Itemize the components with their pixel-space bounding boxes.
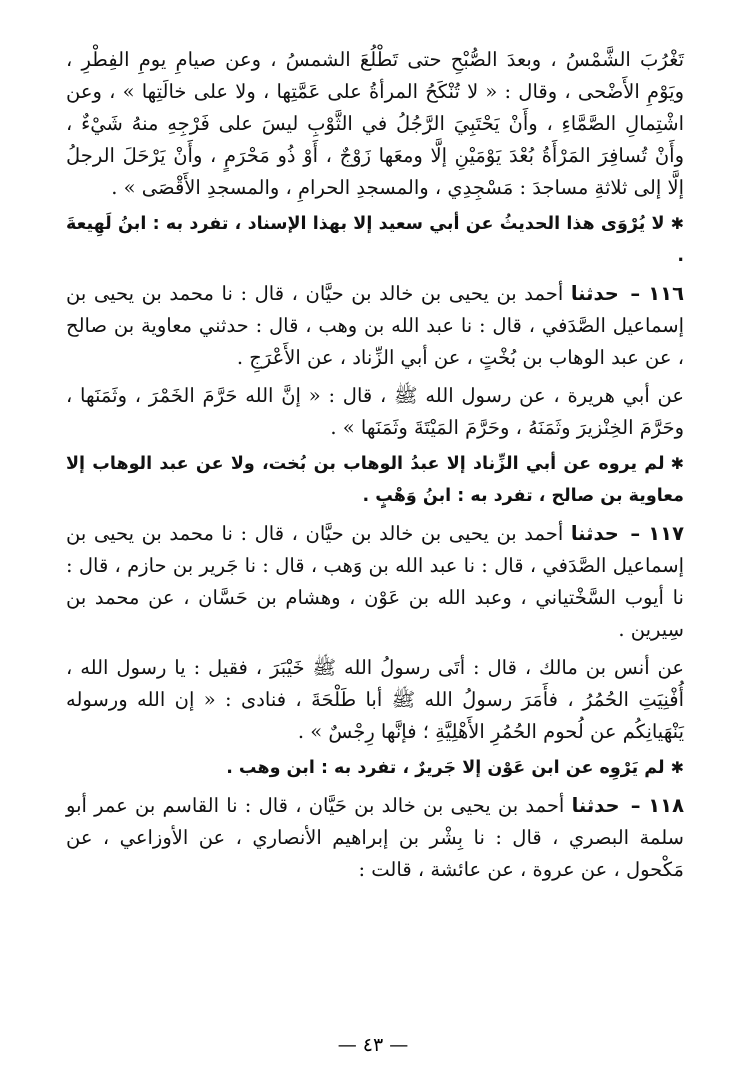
hadith-number: ١١٦ – (630, 282, 684, 305)
hadith-117-isnad (66, 518, 684, 646)
note-text: لم يروه عن أبي الزِّناد إلا عبدُ الوهاب بن بُخت، ولا عن عبد الوهاب إلا معاوية بن صالح ، تفرد به : ابنُ وَهْبٍ . (66, 454, 684, 506)
editor-note (66, 752, 684, 784)
isnad-text: أحمد بن يحيى بن خالد بن حَيَّان ، قال : نا القاسم بن عمر أبو سلمة البصري ، قال : نا بِشْر بن إبراهيم الأنصاري ، عن الأوزاعي ، عن مَكْحول ، عن عروة ، عن عائشة ، قالت : (66, 794, 684, 881)
star-marker-icon: ✱ (670, 214, 684, 233)
star-marker-icon: ✱ (670, 454, 684, 473)
hadith-116-isnad (66, 278, 684, 374)
note-text: لا يُرْوَى هذا الحديثُ عن أبي سعيد إلا بهذا الإسناد ، تفرد به : ابنُ لَهِيعةَ . (66, 214, 684, 266)
editor-note (66, 208, 684, 272)
isnad-text: أحمد بن يحيى بن خالد بن حيَّان ، قال : نا محمد بن يحيى بن إسماعيل الصَّدَفي ، قال : نا عبد الله بن وهب ، قال : حدثني معاوية بن صالح ، عن عبد الوهاب بن بُخْتٍ ، عن أبي الزِّناد ، عن الأَعْرَجِ . (66, 282, 684, 369)
page-number: — ٤٣ — (337, 1034, 409, 1056)
hadith-number: ١١٨ – (630, 794, 684, 817)
hadith-label: حدثنا (571, 794, 620, 817)
hadith-label: حدثنا (570, 522, 619, 545)
hadith-117-matn: عن أنس بن مالك ، قال : أتَى رسولُ الله ﷺ خَيْبَرَ ، فقيل : يا رسول الله ، أُفْنِيَتِ الحُمُرُ ، فأَمَرَ رسولُ الله ﷺ أبا طَلْحَةَ ، فنادى : « إن الله ورسوله يَنْهَيانِكُم عن لُحوم الحُمُرِ الأَهْلِيَّةِ ؛ فإنَّها رِجْسٌ » . (66, 656, 684, 743)
note-text: لم يَرْوِه عن ابن عَوْن إلا جَريرٌ ، تفرد به : ابن وهب . (226, 758, 665, 778)
hadith-number: ١١٧ – (630, 522, 684, 545)
hadith-label: حدثنا (570, 282, 619, 305)
hadith-118-isnad (66, 790, 684, 886)
paragraph-continuation: تَغْرُبَ الشَّمْسُ ، وبعدَ الصُّبْحِ حتى تَطْلُعَ الشمسُ ، وعن صيامِ يومِ الفِطْرِ ، ويَوْمِ الأَضْحى ، وقال : « لا تُنْكَحُ المرأةُ على عَمَّتِها ، ولا على خالَتِها » ، وعن اشْتِمالِ الصَّمَّاءِ ، وأَنْ يَحْتَبِيَ الرَّجُلُ في الثَّوْبِ ليسَ على فَرْجِهِ منهُ شَيْءٌ ، وأَنْ تُسافِرَ المَرْأَةُ بُعْدَ يَوْمَيْنِ إلَّا ومعَها زَوْجٌ ، أَوْ ذُو مَحْرَمٍ ، وأَنْ يَرْحَلَ الرجلُ إلَّا إلى ثلاثةِ مساجدَ : مَسْجِدِي ، والمسجدِ الحرامِ ، والمسجدِ الأَقْصَى » . (66, 48, 684, 199)
isnad-text: أحمد بن يحيى بن خالد بن حيَّان ، قال : نا محمد بن يحيى بن إسماعيل الصَّدَفي ، قال : نا عبد الله بن وَهب ، قال : نا جَرير بن حازم ، قال : نا أيوب السَّخْتياني ، وعبد الله بن عَوْن ، وهشام بن حَسَّان ، عن محمد بن سِيرين . (66, 522, 684, 641)
star-marker-icon: ✱ (670, 758, 684, 777)
hadith-116-matn: عن أبي هريرة ، عن رسول الله ﷺ ، قال : « إنَّ الله حَرَّمَ الخَمْرَ ، وثَمَنَها ، وحَرَّمَ الخِنْزيرَ وثَمَنَهُ ، وحَرَّمَ المَيْتَةَ وثَمَنَها » . (66, 384, 684, 439)
editor-note (66, 448, 684, 512)
